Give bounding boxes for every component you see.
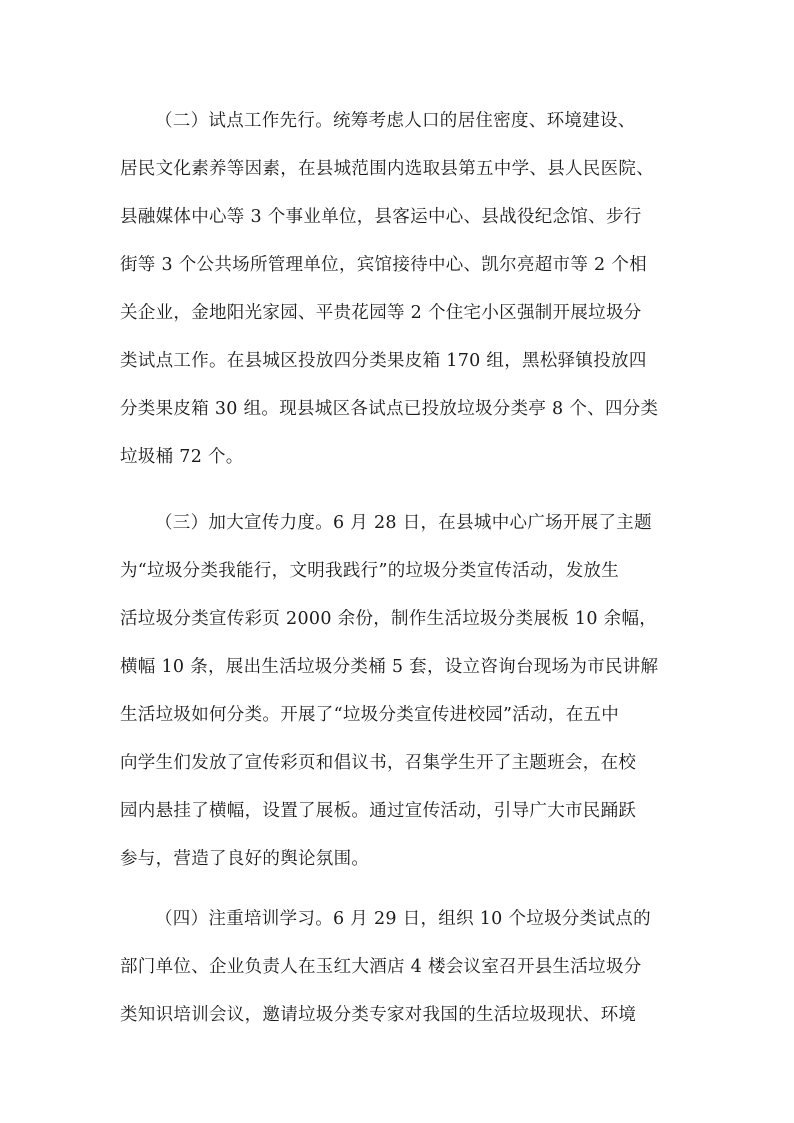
- text-line: 向学生们发放了宣传彩页和倡议书，召集学生开了主题班会，在校: [120, 753, 637, 773]
- text-line: （四）注重培训学习。6 月 29 日，组织 10 个垃圾分类试点的: [155, 909, 651, 929]
- text-line: 类试点工作。在县城区投放四分类果皮箱 170 组，黑松驿镇投放四: [120, 351, 647, 371]
- text-line: 为“垃圾分类我能行，文明我践行”的垃圾分类宣传活动，发放生: [120, 561, 620, 581]
- text-line: 街等 3 个公共场所管理单位，宾馆接待中心、凯尔亮超市等 2 个相: [120, 255, 647, 275]
- text-line: 横幅 10 条，展出生活垃圾分类桶 5 套，设立咨询台现场为市民讲解: [120, 657, 659, 677]
- text-line: 生活垃圾如何分类。开展了“垃圾分类宣传进校园”活动，在五中: [120, 705, 620, 725]
- text-line: （二）试点工作先行。统筹考虑人口的居住密度、环境建设、: [155, 111, 636, 131]
- text-line: 部门单位、企业负责人在玉红大酒店 4 楼会议室召开县生活垃圾分: [120, 957, 642, 977]
- text-line: （三）加大宣传力度。6 月 28 日，在县城中心广场开展了主题: [155, 513, 652, 533]
- text-line: 县融媒体中心等 3 个事业单位，县客运中心、县战役纪念馆、步行: [120, 207, 642, 227]
- text-line: 关企业，金地阳光家园、平贵花园等 2 个住宅小区强制开展垃圾分: [120, 303, 642, 323]
- text-line: 垃圾桶 72 个。: [120, 447, 244, 467]
- text-line: 分类果皮箱 30 组。现县城区各试点已投放垃圾分类亭 8 个、四分类: [120, 399, 659, 419]
- text-line: 活垃圾分类宣传彩页 2000 余份，制作生活垃圾分类展板 10 余幅，: [120, 609, 658, 629]
- text-line: 类知识培训会议，邀请垃圾分类专家对我国的生活垃圾现状、环境: [120, 1005, 637, 1025]
- text-line: 居民文化素养等因素，在县城范围内选取县第五中学、县人民医院、: [120, 159, 654, 179]
- text-line: 园内悬挂了横幅，设置了展板。通过宣传活动，引导广大市民踊跃: [120, 801, 637, 821]
- text-line: 参与，营造了良好的舆论氛围。: [120, 849, 370, 869]
